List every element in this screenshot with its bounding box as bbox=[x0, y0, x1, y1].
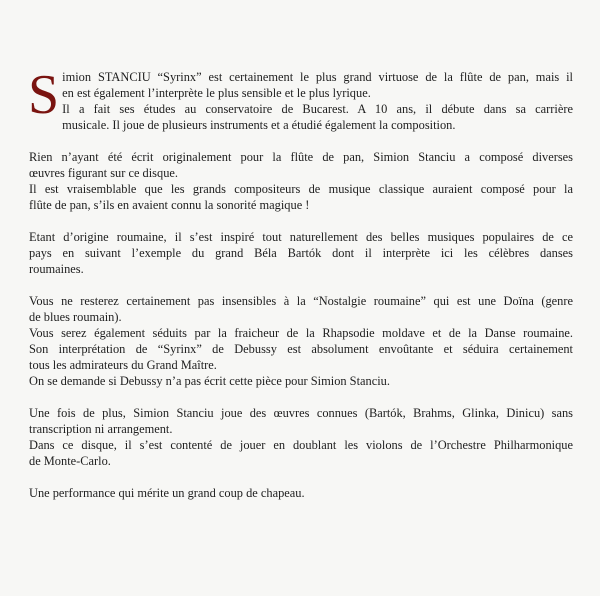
paragraph-3 bbox=[29, 229, 573, 277]
paragraph-4 bbox=[29, 293, 573, 389]
text-line: musicale. Il joue de plusieurs instruments et a étudié également la composition. bbox=[62, 118, 456, 132]
text-line: en est également l’interprète le plus sensible et le plus lyrique. bbox=[62, 86, 371, 100]
text-line: Il est vraisemblable que les grands compositeurs de musique classique auraient composé pour la bbox=[29, 182, 573, 196]
paragraph-5 bbox=[29, 405, 573, 469]
text-line: roumaines. bbox=[29, 262, 84, 276]
paragraph-intro bbox=[28, 64, 573, 133]
text-line: de Monte-Carlo. bbox=[29, 454, 111, 468]
text-line: imion STANCIU “Syrinx” est certainement le plus grand virtuose de la flûte de pan, mais il bbox=[62, 70, 573, 84]
liner-notes-text bbox=[28, 64, 573, 517]
text-line: On se demande si Debussy n’a pas écrit cette pièce pour Simion Stanciu. bbox=[29, 374, 390, 388]
text-line: Rien n’ayant été écrit originalement pour la flûte de pan, Simion Stanciu a composé diverses bbox=[29, 150, 573, 164]
text-line: Une fois de plus, Simion Stanciu joue des œuvres connues (Bartók, Brahms, Glinka, Dinicu) sans bbox=[29, 406, 573, 420]
text-line: œuvres figurant sur ce disque. bbox=[29, 166, 178, 180]
text-line: tous les admirateurs du Grand Maître. bbox=[29, 358, 217, 372]
dropcap-letter: S bbox=[28, 64, 60, 126]
text-line: Son interprétation de “Syrinx” de Debussy est absolument envoûtante et séduira certainement bbox=[29, 342, 573, 356]
text-line: Dans ce disque, il s’est contenté de jouer en doublant les violons de l’Orchestre Philharmonique bbox=[29, 438, 573, 452]
text-line: de blues roumain). bbox=[29, 310, 122, 324]
text-line: transcription ni arrangement. bbox=[29, 422, 173, 436]
paragraph-2 bbox=[29, 149, 573, 213]
text-line: Vous ne resterez certainement pas insensibles à la “Nostalgie roumaine” qui est une Doïna (genre bbox=[29, 294, 573, 308]
text-line: Vous serez également séduits par la fraicheur de la Rhapsodie moldave et de la Danse roumaine. bbox=[29, 326, 573, 340]
text-line: Il a fait ses études au conservatoire de Bucarest. A 10 ans, il débute dans sa carrière bbox=[62, 102, 573, 116]
text-line: pays en suivant l’exemple du grand Béla Bartók dont il interprète ici les célèbres danses bbox=[29, 246, 573, 260]
text-line: Etant d’origine roumaine, il s’est inspiré tout naturellement des belles musiques populaires de ce bbox=[29, 230, 573, 244]
text-line: flûte de pan, s’ils en avaient connu la sonorité magique ! bbox=[29, 198, 310, 212]
text-line: Une performance qui mérite un grand coup de chapeau. bbox=[29, 486, 305, 500]
paragraph-6 bbox=[29, 485, 573, 501]
